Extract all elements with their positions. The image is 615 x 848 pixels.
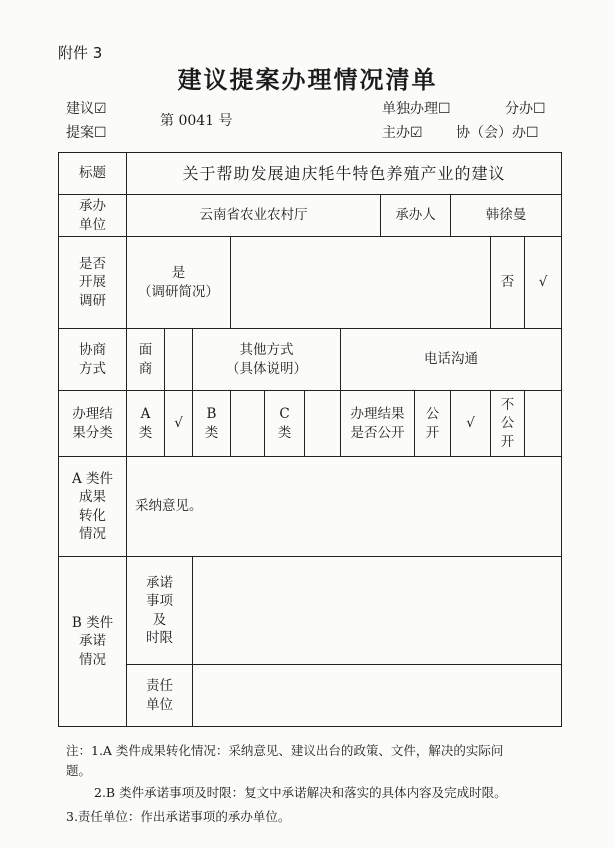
b-commit-items-label: 承诺 事项 及 时限 <box>127 557 193 665</box>
consult-face-checkbox[interactable] <box>165 329 193 391</box>
co-handle-checkbox[interactable]: 分办☐ <box>505 101 546 117</box>
table-row-b-commit-items <box>59 557 562 665</box>
type-suggestion-checkbox[interactable]: 建议☑ <box>66 101 107 117</box>
table-row-result <box>59 391 562 457</box>
b-resp-unit-field[interactable] <box>193 665 562 727</box>
consult-face-label: 面 商 <box>127 329 165 391</box>
note-3: 3.责任单位：作出承诺事项的承办单位。 <box>66 809 291 824</box>
type-proposal-checkbox[interactable]: 提案☐ <box>66 125 107 141</box>
research-no-checkmark[interactable]: √ <box>525 237 562 329</box>
handler-value[interactable]: 韩徐曼 <box>451 195 562 237</box>
table-row-unit <box>59 195 562 237</box>
note-1-line-2: 题。 <box>66 763 92 778</box>
public-no-label: 不 公 开 <box>491 391 525 457</box>
table-row-a-conversion <box>59 457 562 557</box>
table-row-b-resp-unit <box>59 665 562 727</box>
b-commit-label: B 类件 承诺 情况 <box>59 557 127 727</box>
research-no-label: 否 <box>491 237 525 329</box>
public-yes-label: 公 开 <box>415 391 451 457</box>
table-row-consult <box>59 329 562 391</box>
public-label: 办理结果 是否公开 <box>341 391 415 457</box>
annex-label: 附件 3 <box>58 44 103 62</box>
assist-handle-checkbox[interactable]: 协（会）办☐ <box>456 125 539 141</box>
b-resp-unit-label: 责任 单位 <box>127 665 193 727</box>
consult-other-value[interactable]: 电话沟通 <box>341 329 562 391</box>
class-b-checkbox[interactable] <box>231 391 265 457</box>
class-a-checkmark[interactable]: √ <box>165 391 193 457</box>
main-handle-checkbox[interactable]: 主办☑ <box>382 125 423 141</box>
title-value[interactable]: 关于帮助发展迪庆牦牛特色养殖产业的建议 <box>127 153 562 195</box>
note-2: 2.B 类件承诺事项及时限：复文中承诺解决和落实的具体内容及完成时限。 <box>94 785 507 800</box>
title-label: 标题 <box>59 153 127 195</box>
single-handle-checkbox[interactable]: 单独办理☐ <box>382 101 451 117</box>
unit-label: 承办 单位 <box>59 195 127 237</box>
research-label: 是否 开展 调研 <box>59 237 127 329</box>
class-c-label: C 类 <box>265 391 305 457</box>
b-commit-items-field[interactable] <box>193 557 562 665</box>
class-a-label: A 类 <box>127 391 165 457</box>
table-row-research <box>59 237 562 329</box>
research-yes-label: 是 （调研简况） <box>127 237 231 329</box>
handling-form-table <box>58 152 562 727</box>
table-row-title <box>59 153 562 195</box>
page-title: 建议提案办理情况清单 <box>177 65 438 94</box>
consult-label: 协商 方式 <box>59 329 127 391</box>
unit-value[interactable]: 云南省农业农村厅 <box>127 195 381 237</box>
consult-other-label: 其他方式 （具体说明） <box>193 329 341 391</box>
result-label: 办理结 果分类 <box>59 391 127 457</box>
class-c-checkbox[interactable] <box>305 391 341 457</box>
document-number: 第 0041 号 <box>160 113 233 129</box>
research-detail-field[interactable] <box>231 237 491 329</box>
handler-label: 承办人 <box>381 195 451 237</box>
class-b-label: B 类 <box>193 391 231 457</box>
a-conversion-label: A 类件 成果 转化 情况 <box>59 457 127 557</box>
public-yes-checkmark[interactable]: √ <box>451 391 491 457</box>
public-no-checkbox[interactable] <box>525 391 562 457</box>
a-conversion-value[interactable]: 采纳意见。 <box>127 457 562 557</box>
note-1-line-1: 注：1.A 类件成果转化情况：采纳意见、建议出台的政策、文件，解决的实际问 <box>66 743 504 758</box>
